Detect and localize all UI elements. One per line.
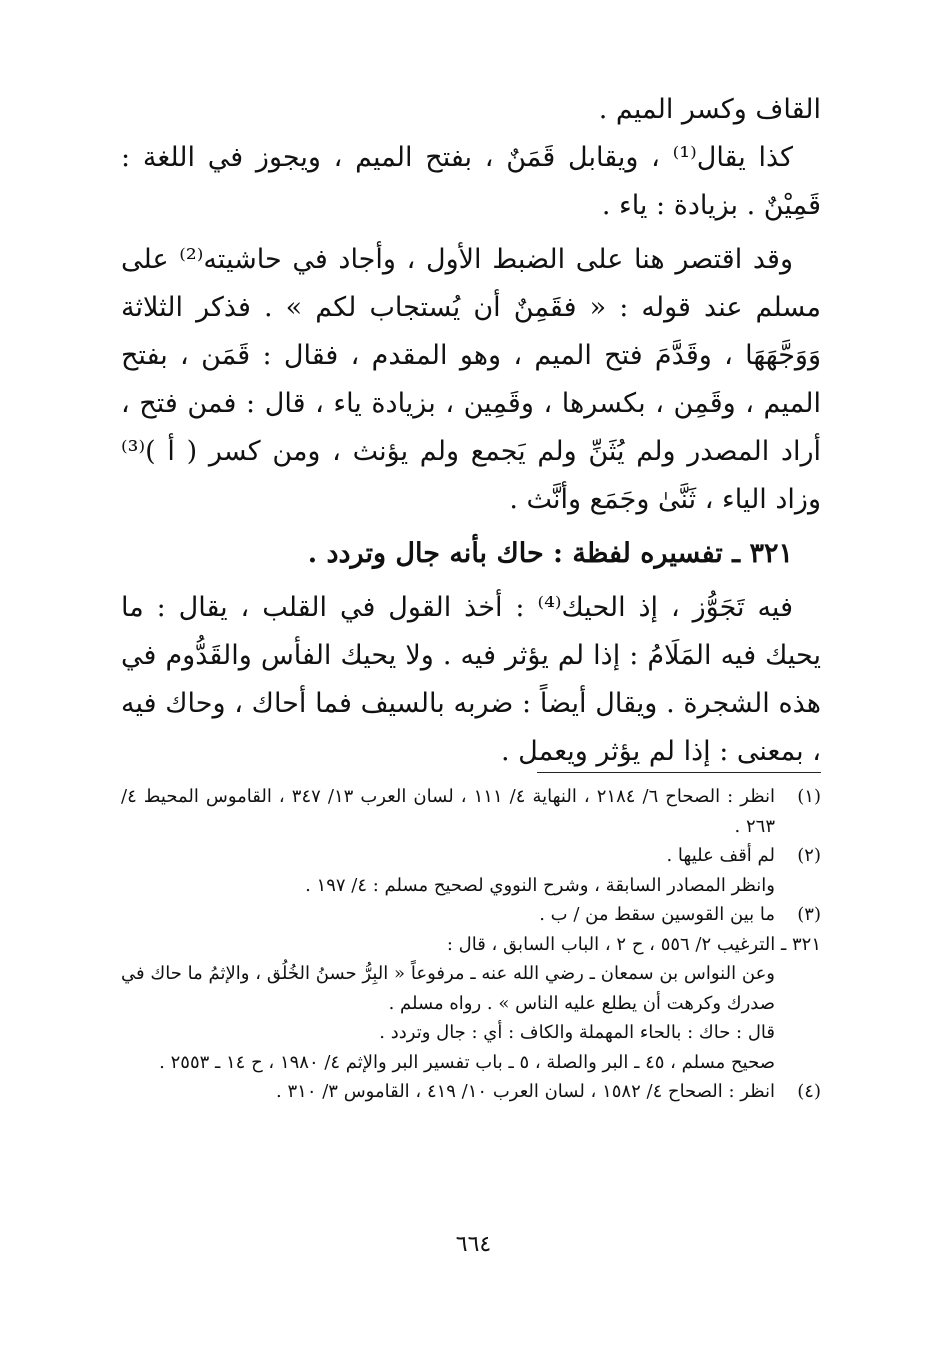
footnote-text: انظر : الصحاح ٤/ ١٥٨٢ ، لسان العرب ١٠/ ٤١٩ ، القاموس ٣/ ٣١٠ . — [276, 1081, 775, 1102]
footnote-2-extra: وانظر المصادر السابقة ، وشرح النووي لصحيح مسلم : ٤/ ١٩٧ . — [305, 874, 775, 896]
footnote-number: (١) — [797, 786, 821, 807]
footnote-number: (٤) — [797, 1081, 821, 1102]
paragraph-2: كذا يقال⁽¹⁾ ، ويقابل قَمَنٌ ، بفتح الميم ، ويجوز في اللغة : قَمِيْنٌ . بزيادة : ياء . — [121, 142, 821, 221]
footnote-1 — [121, 782, 821, 841]
main-text-block — [121, 86, 821, 776]
footnote-number: (٣) — [797, 904, 821, 925]
paragraph-1: القاف وكسر الميم . — [598, 94, 821, 125]
footnote-3 — [121, 900, 821, 930]
footnote-number: (٢) — [797, 845, 821, 866]
footnote-text: لم أقف عليها . — [666, 845, 775, 866]
page-number: ٦٦٤ — [455, 1232, 492, 1257]
footnote-separator — [537, 772, 821, 773]
paragraph-3: وقد اقتصر هنا على الضبط الأول ، وأجاد في حاشيته⁽²⁾ على مسلم عند قوله : « فقَمِنٌ أن يُستجاب لكم » . فذكر الثلاثة وَوَجَّهَهَا ، وقَدَّمَ فتح الميم ، وهو المقدم ، فقال : قَمَن ، بفتح الميم ، وقَمِن ، بكسرها ، وقَمِين ، بزيادة ياء ، قال : فمن فتح ، أراد المصدر ولم يُثَنِّ ولم يَجمع ولم يؤنث ، ومن كسر ( أ )⁽³⁾ وزاد الياء ، ثَنَّىٰ وجَمَع وأنَّث . — [121, 244, 821, 515]
paragraph-4: فيه تَجَوُّز ، إذ الحيك⁽⁴⁾ : أخذ القول في القلب ، يقال : ما يحيك فيه المَلَامُ : إذا لم يؤثر فيه . ولا يحيك الفأس والقَدُّوم في هذه الشجرة . ويقال أيضاً : ضربه بالسيف فما أحاك ، وحاك فيه ، بمعنى : إذا لم يؤثر ويعمل . — [121, 592, 821, 767]
reference-321-explanation: قال : حاك : بالحاء المهملة والكاف : أي : جال وتردد . — [379, 1022, 775, 1043]
reference-321-hadith: وعن النواس بن سمعان ـ رضي الله عنه ـ مرفوعاً « البِرُّ حسنُ الخُلُق ، والإثمُ ما حاك في صدرك وكرهت أن يطلع عليه الناس » . رواه مسلم . — [121, 963, 775, 1014]
footnote-text: ما بين القوسين سقط من / ب . — [539, 904, 775, 925]
reference-321-sahih: صحيح مسلم ، ٤٥ ـ البر والصلة ، ٥ ـ باب تفسير البر والإثم ٤/ ١٩٨٠ ، ح ١٤ ـ ٢٥٥٣ . — [159, 1051, 775, 1073]
reference-321-line: ٣٢١ ـ الترغيب ٢/ ٥٥٦ ، ح ٢ ، الباب السابق ، قال : — [446, 933, 821, 955]
section-heading: ٣٢١ ـ تفسيره لفظة : حاك بأنه جال وتردد . — [307, 538, 793, 569]
footnote-4 — [121, 1077, 821, 1107]
footnote-text: انظر : الصحاح ٦/ ٢١٨٤ ، النهاية ٤/ ١١١ ، لسان العرب ١٣/ ٣٤٧ ، القاموس المحيط ٤/ ٢٦٣ . — [121, 786, 775, 837]
footnote-2 — [121, 841, 821, 871]
footnotes-block — [121, 782, 821, 1107]
